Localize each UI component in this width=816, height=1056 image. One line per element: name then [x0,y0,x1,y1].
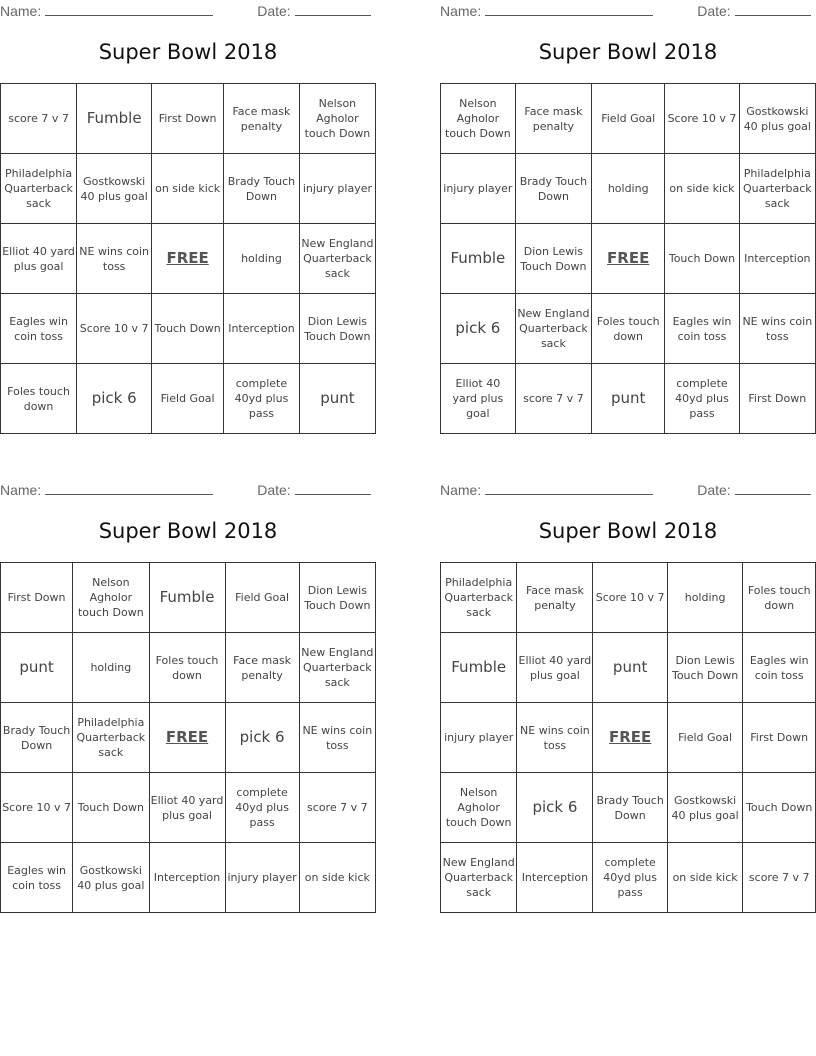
bingo-cell[interactable]: Elliot 40 yard plus goal [441,364,516,434]
bingo-cell[interactable]: Nelson Agholor touch Down [73,563,149,633]
bingo-cell[interactable]: holding [224,224,300,294]
date-label: Date: [697,3,731,19]
bingo-cell[interactable]: Brady Touch Down [224,154,300,224]
grid-row [441,563,816,633]
card-title: Super Bowl 2018 [538,40,718,64]
name-field[interactable] [45,2,213,16]
bingo-cell[interactable]: Interception [517,843,593,913]
bingo-cell[interactable]: Touch Down [152,294,224,364]
bingo-grid [440,562,816,913]
grid-row [441,224,816,294]
grid-row [1,84,376,154]
grid-row [1,563,376,633]
name-field[interactable] [485,481,653,495]
grid-row [441,703,816,773]
bingo-cell[interactable]: Foles touch down [743,563,816,633]
bingo-grid [440,83,816,434]
bingo-card-2 [440,0,816,440]
bingo-cell[interactable]: Field Goal [225,563,299,633]
name-label: Name: [0,3,42,19]
bingo-cell[interactable]: Touch Down [73,773,149,843]
bingo-cell[interactable]: Brady Touch Down [1,703,73,773]
bingo-grid [0,83,376,434]
bingo-cell[interactable]: punt [593,633,667,703]
bingo-cell[interactable]: Dion Lewis Touch Down [299,563,375,633]
name-date-line [440,481,811,498]
bingo-cell[interactable]: complete 40yd plus pass [665,364,739,434]
bingo-cell[interactable]: Elliot 40 yard plus goal [1,224,77,294]
date-field[interactable] [735,2,811,16]
bingo-cell[interactable]: pick 6 [77,364,152,434]
name-label: Name: [440,482,482,498]
bingo-cell[interactable]: score 7 v 7 [299,773,375,843]
bingo-cell[interactable]: Elliot 40 yard plus goal [149,773,225,843]
grid-row [441,773,816,843]
bingo-cell[interactable]: Touch Down [665,224,739,294]
bingo-cell[interactable]: on side kick [152,154,224,224]
name-label: Name: [0,482,42,498]
bingo-cell[interactable]: Face mask penalty [517,563,593,633]
bingo-cell[interactable]: First Down [739,364,815,434]
bingo-cell[interactable]: Eagles win coin toss [1,294,77,364]
bingo-cell[interactable]: Field Goal [152,364,224,434]
bingo-cell[interactable]: pick 6 [441,294,516,364]
bingo-cell[interactable]: Philadelphia Quarterback sack [73,703,149,773]
bingo-cell[interactable]: punt [592,364,665,434]
grid-row [441,84,816,154]
bingo-cell[interactable]: New England Quarterback sack [299,224,375,294]
bingo-cell[interactable]: Fumble [441,633,517,703]
date-field[interactable] [735,481,811,495]
bingo-cell[interactable]: Philadelphia Quarterback sack [1,154,77,224]
bingo-cell[interactable]: Philadelphia Quarterback sack [441,563,517,633]
bingo-cell[interactable]: Dion Lewis Touch Down [667,633,743,703]
bingo-cell[interactable]: Dion Lewis Touch Down [515,224,591,294]
bingo-cell[interactable]: Face mask penalty [225,633,299,703]
bingo-cell[interactable]: pick 6 [225,703,299,773]
name-label: Name: [440,3,482,19]
bingo-cell[interactable]: Field Goal [592,84,665,154]
grid-row [1,773,376,843]
bingo-cell[interactable]: Score 10 v 7 [1,773,73,843]
bingo-cell[interactable]: injury player [299,154,375,224]
name-field[interactable] [485,2,653,16]
bingo-cell[interactable]: Score 10 v 7 [77,294,152,364]
bingo-cell[interactable]: complete 40yd plus pass [593,843,667,913]
bingo-cell[interactable]: Eagles win coin toss [665,294,739,364]
bingo-cell[interactable]: Field Goal [667,703,743,773]
free-space[interactable]: FREE [152,224,224,294]
card-title: Super Bowl 2018 [538,519,718,543]
bingo-cell[interactable]: Philadelphia Quarterback sack [739,154,815,224]
bingo-cell[interactable]: score 7 v 7 [743,843,816,913]
bingo-cell[interactable]: Eagles win coin toss [1,843,73,913]
grid-row [1,364,376,434]
card-title: Super Bowl 2018 [98,519,278,543]
bingo-cell[interactable]: pick 6 [517,773,593,843]
bingo-cell[interactable]: New England Quarterback sack [441,843,517,913]
bingo-cell[interactable]: Gostkowski 40 plus goal [77,154,152,224]
grid-row [1,154,376,224]
bingo-cell[interactable]: First Down [1,563,73,633]
grid-row [441,843,816,913]
bingo-cell[interactable]: First Down [152,84,224,154]
bingo-cell[interactable]: Fumble [77,84,152,154]
card-title: Super Bowl 2018 [98,40,278,64]
name-date-line [0,481,371,498]
bingo-cell[interactable]: injury player [441,154,516,224]
bingo-cell[interactable]: Interception [739,224,815,294]
bingo-cell[interactable]: New England Quarterback sack [299,633,375,703]
name-date-line [0,2,371,19]
bingo-cell[interactable]: First Down [743,703,816,773]
bingo-cell[interactable]: score 7 v 7 [515,364,591,434]
bingo-card-4 [440,479,816,919]
bingo-cell[interactable]: Touch Down [743,773,816,843]
bingo-cell[interactable]: NE wins coin toss [299,703,375,773]
date-label: Date: [697,482,731,498]
bingo-cell[interactable]: Eagles win coin toss [743,633,816,703]
date-label: Date: [257,482,291,498]
bingo-cell[interactable]: injury player [225,843,299,913]
bingo-cell[interactable]: on side kick [665,154,739,224]
bingo-cell[interactable]: holding [592,154,665,224]
bingo-cell[interactable]: on side kick [299,843,375,913]
bingo-cell[interactable]: Elliot 40 yard plus goal [517,633,593,703]
bingo-cell[interactable]: Interception [149,843,225,913]
bingo-card-1 [0,0,376,440]
date-label: Date: [257,3,291,19]
bingo-cell[interactable]: NE wins coin toss [517,703,593,773]
bingo-cell[interactable]: holding [73,633,149,703]
grid-row [441,364,816,434]
name-date-line [440,2,811,19]
free-space[interactable]: FREE [593,703,667,773]
bingo-cell[interactable]: New England Quarterback sack [515,294,591,364]
bingo-cell[interactable]: NE wins coin toss [77,224,152,294]
bingo-cell[interactable]: punt [1,633,73,703]
bingo-cell[interactable]: Nelson Agholor touch Down [441,84,516,154]
bingo-cell[interactable]: Face mask penalty [515,84,591,154]
bingo-cell[interactable]: Foles touch down [1,364,77,434]
grid-row [1,294,376,364]
bingo-cell[interactable]: complete 40yd plus pass [224,364,300,434]
bingo-cell[interactable]: punt [299,364,375,434]
grid-row [1,703,376,773]
bingo-grid [0,562,376,913]
date-field[interactable] [295,2,371,16]
bingo-cell[interactable]: Dion Lewis Touch Down [299,294,375,364]
bingo-cell[interactable]: holding [667,563,743,633]
grid-row [1,224,376,294]
date-field[interactable] [295,481,371,495]
bingo-cell[interactable]: NE wins coin toss [739,294,815,364]
free-space[interactable]: FREE [592,224,665,294]
bingo-cell[interactable]: Fumble [441,224,516,294]
grid-row [1,843,376,913]
grid-row [1,633,376,703]
name-field[interactable] [45,481,213,495]
bingo-cell[interactable]: Gostkowski 40 plus goal [739,84,815,154]
bingo-cell[interactable]: Brady Touch Down [515,154,591,224]
bingo-cell[interactable]: score 7 v 7 [1,84,77,154]
bingo-cell[interactable]: Gostkowski 40 plus goal [73,843,149,913]
bingo-cell[interactable]: on side kick [667,843,743,913]
bingo-cell[interactable]: Foles touch down [592,294,665,364]
bingo-cell[interactable]: Gostkowski 40 plus goal [667,773,743,843]
bingo-cell[interactable]: Face mask penalty [224,84,300,154]
bingo-cell[interactable]: Brady Touch Down [593,773,667,843]
grid-row [441,154,816,224]
grid-row [441,633,816,703]
bingo-cell[interactable]: complete 40yd plus pass [225,773,299,843]
bingo-cell[interactable]: Score 10 v 7 [665,84,739,154]
bingo-card-3 [0,479,376,919]
bingo-cell[interactable]: Fumble [149,563,225,633]
bingo-cell[interactable]: Foles touch down [149,633,225,703]
free-space[interactable]: FREE [149,703,225,773]
bingo-cell[interactable]: Score 10 v 7 [593,563,667,633]
bingo-cell[interactable]: Nelson Agholor touch Down [441,773,517,843]
grid-row [441,294,816,364]
bingo-cell[interactable]: Interception [224,294,300,364]
bingo-cell[interactable]: injury player [441,703,517,773]
bingo-cell[interactable]: Nelson Agholor touch Down [299,84,375,154]
